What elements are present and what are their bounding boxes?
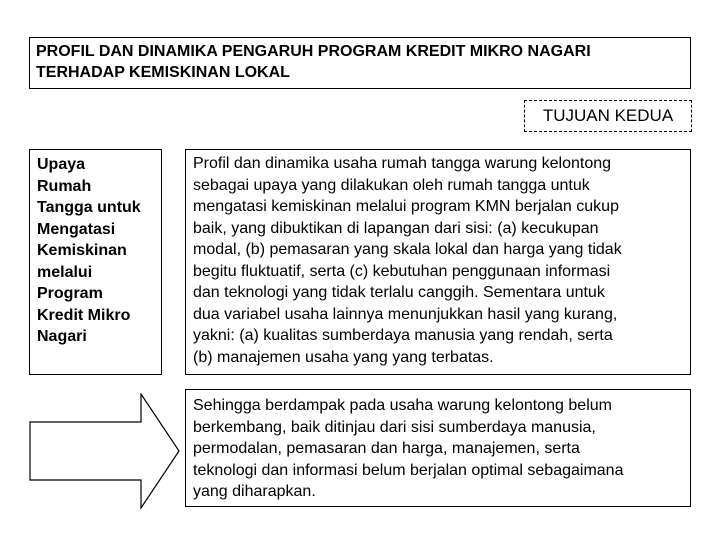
result-line: Sehingga berdampak pada usaha warung kelontong belum (193, 397, 612, 414)
description-line: (b) manajemen usaha yang yang terbatas. (193, 348, 494, 366)
description-line: begitu fluktuatif, serta (c) kebutuhan penggunaan informasi (193, 262, 611, 280)
title-line: PROFIL DAN DINAMIKA PENGARUH PROGRAM KREDIT MIKRO NAGARI (36, 43, 591, 60)
left-box-line: Upaya (37, 156, 86, 173)
right-arrow-icon (29, 393, 181, 509)
title-line: TERHADAP KEMISKINAN LOKAL (36, 64, 290, 81)
result-line: yang diharapkan. (193, 483, 316, 500)
description-line: mengatasi kemiskinan melalui program KMN berjalan cukup (193, 198, 619, 215)
result-line: berkembang, baik ditinjau dari sisi sumberdaya manusia, (193, 418, 596, 436)
left-box-line: Program (37, 285, 103, 302)
objective-badge: TUJUAN KEDUA (524, 100, 692, 132)
left-box-line: Tangga untuk (37, 199, 141, 216)
left-box-line: Kemiskinan (37, 242, 127, 259)
left-box-line: Rumah (37, 177, 92, 195)
left-box-line: melalui (37, 263, 93, 281)
impact-result-box (185, 389, 691, 507)
description-line: modal, (b) pemasaran yang skala lokal dan harga yang tidak (193, 241, 622, 258)
description-line: dan teknologi yang tidak terlalu canggih. Sementara untuk (193, 284, 605, 301)
profile-description-box (185, 149, 691, 375)
result-line: permodalan, pemasaran dan harga, manajemen, serta (193, 440, 580, 457)
description-line: Profil dan dinamika usaha rumah tangga warung kelontong (193, 155, 612, 172)
title-box (29, 37, 691, 89)
left-box-line: Mengatasi (37, 220, 116, 238)
description-line: baik, yang dibuktikan di lapangan dari sisi: (a) kecukupan (193, 219, 599, 237)
description-line: yakni: (a) kualitas sumberdaya manusia yang rendah, serta (193, 327, 613, 344)
result-line: teknologi dan informasi belum berjalan optimal sebagaimana (193, 461, 624, 479)
description-line: dua variabel usaha lainnya menunjukkan hasil yang kurang, (193, 305, 618, 323)
household-effort-box (29, 149, 162, 375)
left-box-line: Nagari (37, 328, 87, 345)
left-box-line: Kredit Mikro (37, 306, 131, 324)
description-line: sebagai upaya yang dilakukan oleh rumah tangga untuk (193, 176, 590, 194)
